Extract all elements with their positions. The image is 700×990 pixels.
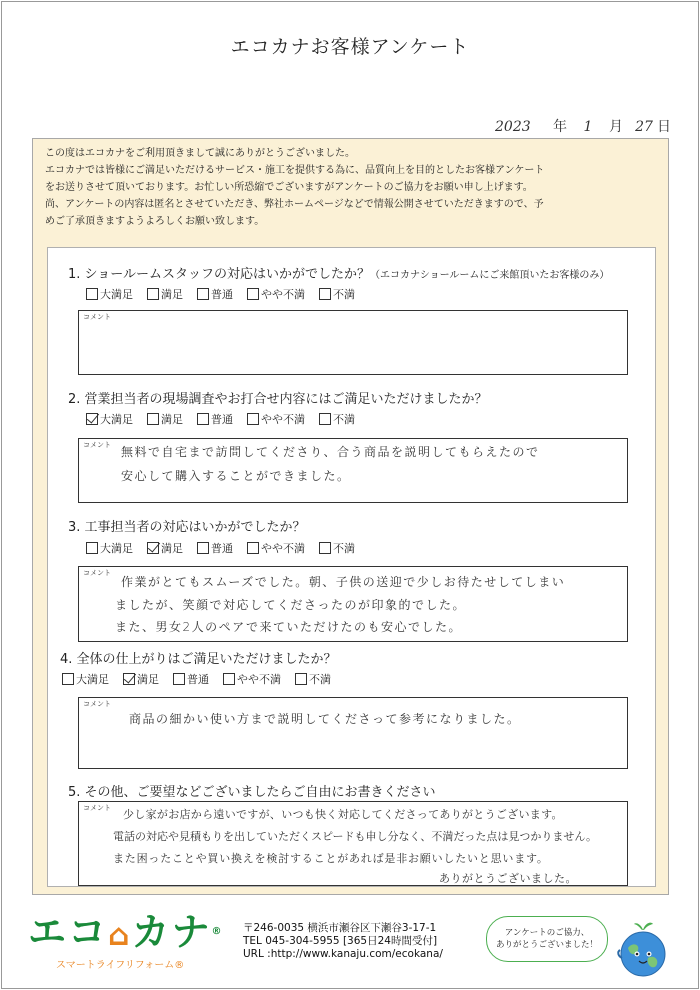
option-label: 普通 — [211, 413, 233, 426]
checkbox[interactable] — [86, 542, 98, 554]
comment-line: また、男女2人のペアで来ていただけたのも安心でした。 — [115, 620, 462, 634]
comment-line: ありがとうございました。 — [439, 872, 577, 885]
checkbox-checked[interactable] — [147, 542, 159, 554]
checkbox-checked[interactable] — [123, 673, 135, 685]
checkbox[interactable] — [147, 288, 159, 300]
option-label: 不満 — [333, 542, 355, 555]
option-label: 大満足 — [76, 673, 109, 686]
q4-option-1[interactable] — [62, 671, 109, 687]
q1-option-4[interactable] — [247, 286, 305, 302]
checkbox[interactable] — [173, 673, 185, 685]
house-icon: ⌂ — [108, 918, 132, 953]
checkbox[interactable] — [147, 413, 159, 425]
checkbox[interactable] — [197, 288, 209, 300]
question-1-note: （エコカナショールームにご来館頂いたお客様のみ） — [370, 270, 610, 281]
checkbox[interactable] — [247, 542, 259, 554]
intro-line: エコカナでは皆様にご満足いただけるサービス・施工を提供する為に、品質向上を目的としたお客様アンケート — [45, 165, 545, 176]
bubble-line: アンケートのご協力、 — [504, 928, 590, 938]
option-label: やや不満 — [261, 413, 305, 426]
option-label: やや不満 — [261, 288, 305, 301]
checkbox[interactable] — [319, 288, 331, 300]
q2-option-2[interactable] — [147, 411, 183, 427]
checkbox[interactable] — [319, 413, 331, 425]
q4-option-2[interactable] — [123, 671, 159, 687]
question-5-comment-box[interactable] — [78, 801, 628, 886]
checkbox[interactable] — [319, 542, 331, 554]
intro-text — [45, 145, 657, 230]
comment-line: 無料で自宅まで訪問してくださり、合う商品を説明してもらえたので — [121, 445, 540, 459]
q1-option-2[interactable] — [147, 286, 183, 302]
checkbox-checked[interactable] — [86, 413, 98, 425]
question-2-title: 2. 営業担当者の現場調査やお打合せ内容にはご満足いただけましたか？ — [68, 392, 488, 407]
question-3-title: 3. 工事担当者の対応はいかがでしたか？ — [68, 520, 306, 535]
date-year[interactable]: 2023 — [495, 119, 531, 135]
option-label: やや不満 — [261, 542, 305, 555]
option-label: 大満足 — [100, 542, 133, 555]
checkbox[interactable] — [62, 673, 74, 685]
comment-line: また困ったことや買い換えを検討することがあれば是非お願いしたいと思います。 — [113, 852, 549, 865]
q3-option-1[interactable] — [86, 540, 133, 556]
question-1-options — [86, 286, 369, 302]
q2-option-4[interactable] — [247, 411, 305, 427]
question-2-options — [86, 411, 369, 427]
date-day-unit: 日 — [657, 119, 671, 135]
option-label: 不満 — [333, 288, 355, 301]
page-title: エコカナお客様アンケート — [230, 36, 470, 58]
q2-option-1[interactable] — [86, 411, 133, 427]
question-2-comment-box[interactable] — [78, 438, 628, 503]
question-4-options — [62, 671, 345, 687]
logo-part: カナ — [131, 910, 212, 954]
comment-label: コメント — [83, 313, 111, 321]
question-4-title: 4. 全体の仕上がりはご満足いただけましたか？ — [60, 652, 337, 667]
checkbox[interactable] — [247, 413, 259, 425]
q3-option-5[interactable] — [319, 540, 355, 556]
comment-label: コメント — [83, 441, 111, 449]
q4-option-3[interactable] — [173, 671, 209, 687]
question-4-comment-box[interactable] — [78, 697, 628, 769]
thanks-bubble — [486, 916, 608, 962]
company-logo — [28, 912, 224, 971]
option-label: やや不満 — [237, 673, 281, 686]
url-line: URL :http://www.kanaju.com/ecokana/ — [243, 948, 443, 960]
comment-line: ましたが、笑顔で対応してくださったのが印象的でした。 — [115, 598, 467, 612]
logo-part: エコ — [28, 910, 109, 954]
date-year-unit: 年 — [553, 119, 567, 135]
q4-option-5[interactable] — [295, 671, 331, 687]
bubble-line: ありがとうございました！ — [495, 940, 598, 950]
checkbox[interactable] — [247, 288, 259, 300]
option-label: 不満 — [333, 413, 355, 426]
option-label: 普通 — [211, 542, 233, 555]
checkbox[interactable] — [197, 542, 209, 554]
option-label: 不満 — [309, 673, 331, 686]
comment-line: 安心して購入することができました。 — [121, 469, 351, 483]
q3-option-4[interactable] — [247, 540, 305, 556]
option-label: 大満足 — [100, 413, 133, 426]
option-label: 満足 — [161, 542, 183, 555]
intro-line: をお送りさせて頂いております。お忙しい所恐縮でございますがアンケートのご協力をお願い申し上げます。 — [45, 182, 533, 193]
question-1-comment-box[interactable] — [78, 310, 628, 375]
date-month-unit: 月 — [609, 119, 623, 135]
option-label: 満足 — [161, 288, 183, 301]
q3-option-3[interactable] — [197, 540, 233, 556]
intro-line: この度はエコカナをご利用頂きまして誠にありがとうございました。 — [45, 148, 355, 159]
checkbox[interactable] — [295, 673, 307, 685]
option-label: 普通 — [187, 673, 209, 686]
question-1-title — [68, 263, 609, 282]
question-3-comment-box[interactable] — [78, 566, 628, 642]
q3-option-2[interactable] — [147, 540, 183, 556]
q1-option-3[interactable] — [197, 286, 233, 302]
company-address — [243, 922, 443, 961]
address-line: 〒246-0035 横浜市瀬谷区下瀬谷3-17-1 — [243, 922, 437, 934]
earth-mascot-icon — [614, 918, 672, 980]
question-3-options — [86, 540, 369, 556]
comment-line: 商品の細かい使い方まで説明してくださって参考になりました。 — [129, 712, 521, 726]
option-label: 満足 — [137, 673, 159, 686]
option-label: 満足 — [161, 413, 183, 426]
comment-line: 作業がとてもスムーズでした。朝、子供の送迎で少しお待たせしてしまい — [121, 575, 566, 589]
comment-line: 電話の対応や見積もりを出していただくスピードも申し分なく、不満だった点は見つかりません。 — [113, 830, 597, 843]
question-5-title: 5. その他、ご要望などございましたらご自由にお書きください — [68, 785, 436, 800]
option-label: 大満足 — [100, 288, 133, 301]
logo-tagline: スマートライフリフォーム® — [56, 960, 185, 971]
checkbox[interactable] — [197, 413, 209, 425]
checkbox[interactable] — [223, 673, 235, 685]
question-1-text: 1. ショールームスタッフの対応はいかがでしたか？ — [68, 267, 371, 282]
phone-line: TEL 045-304-5955 [365日24時間受付] — [243, 935, 438, 947]
q4-option-4[interactable] — [223, 671, 281, 687]
comment-label: コメント — [83, 569, 111, 577]
intro-line: 尚、アンケートの内容は匿名とさせていただき、弊社ホームページなどで情報公開させていただきますので、予 — [45, 199, 544, 210]
checkbox[interactable] — [86, 288, 98, 300]
q1-option-1[interactable] — [86, 286, 133, 302]
logo-reg: ® — [211, 926, 224, 937]
date-day[interactable]: 27 — [635, 119, 653, 135]
option-label: 普通 — [211, 288, 233, 301]
q2-option-3[interactable] — [197, 411, 233, 427]
date-line — [495, 116, 671, 136]
q1-option-5[interactable] — [319, 286, 355, 302]
intro-line: めご了承頂きますようよろしくお願い致します。 — [45, 216, 265, 227]
comment-label: コメント — [83, 700, 111, 708]
question-area — [47, 247, 656, 887]
logo-wordmark — [28, 912, 224, 956]
date-month[interactable]: 1 — [583, 119, 593, 135]
survey-panel — [32, 138, 669, 895]
comment-line: 少し家がお店から遠いですが、いつも快く対応してくださってありがとうございます。 — [123, 808, 563, 821]
q2-option-5[interactable] — [319, 411, 355, 427]
comment-label: コメント — [83, 804, 111, 812]
